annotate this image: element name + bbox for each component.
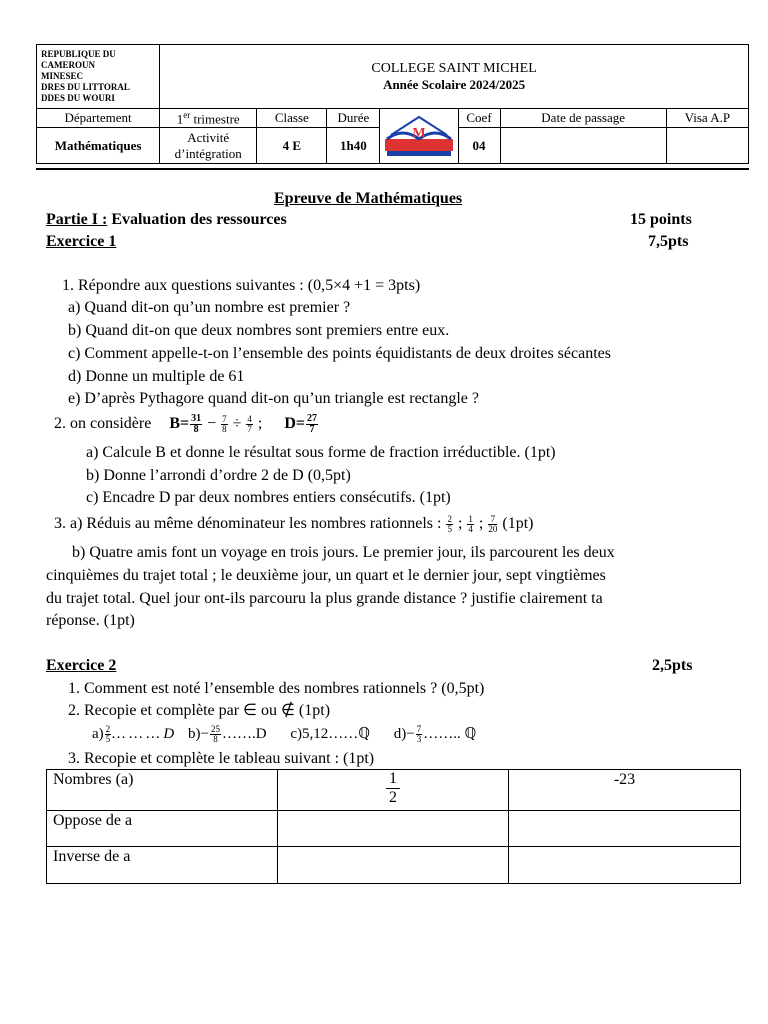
q1-c: c) Comment appelle-t-on l’ensemble des points équidistants de deux droites sécantes — [68, 345, 611, 362]
ex2-heading: Exercice 2 — [46, 657, 117, 674]
ex1-heading: Exercice 1 — [46, 233, 117, 250]
svg-text:M: M — [412, 126, 426, 141]
q3-b-line3: du trajet total. Quel jour ont-ils parcouru la plus grande distance ? justifie clairement ta — [46, 590, 603, 607]
school-block — [160, 45, 749, 109]
divider — [36, 168, 749, 170]
q3-b-line4: réponse. (1pt) — [46, 612, 135, 629]
q1-a: a) Quand dit-on qu’un nombre est premier ? — [68, 299, 351, 316]
school-logo — [380, 109, 458, 164]
ex2-q3: 3. Recopie et complète le tableau suivant : (1pt) — [68, 750, 375, 767]
q3-a: 3. a) Réduis au même dénominateur les nombres rationnels : $\frac{2}{5}$ ; $\frac{1}{4}$ ; $\frac{7}{20}$ (1pt) — [54, 513, 534, 534]
exam-title: Epreuve de Mathématiques — [274, 190, 463, 207]
ex2-points: 2,5pts — [652, 657, 693, 674]
q3-b-line2: cinquièmes du trajet total ; le deuxième jour, un quart et le dernier jour, sept vingtièmes — [46, 567, 606, 584]
ex2-q1: 1. Comment est noté l’ensemble des nombres rationnels ? (0,5pt) — [68, 680, 485, 697]
table-row: Inverse de a — [47, 847, 741, 884]
q2-b: b) Donne l’arrondi d’ordre 2 de D (0,5pt) — [86, 467, 351, 484]
ex2-items: a) $\frac{2}{5}$ … … … D b)− $\frac{25}{8}$ …….D c)5,12……ℚ d)− $\frac{7}{3}$ …….. ℚ — [92, 724, 477, 745]
header-table — [36, 44, 749, 164]
q1-b: b) Quand dit-on que deux nombres sont premiers entre eux. — [68, 322, 450, 339]
q2-intro: 2. on considère B= $\frac{31}{8}$ − $\frac{7}{8}$ ÷ $\frac{4}{7}$ ; D= $\frac{27}{7}$ — [54, 413, 318, 435]
q1-d: d) Donne un multiple de 61 — [68, 368, 245, 385]
table-row: Oppose de a — [47, 811, 741, 847]
q1-e: e) D’après Pythagore quand dit-on qu’un triangle est rectangle ? — [68, 390, 479, 407]
table-row: Nombres (a) $\frac{1}{2}$ -23 — [47, 770, 741, 811]
header-columns: Département 1er trimestre Classe Durée M Coef Date de passage Visa A.P — [37, 109, 749, 128]
partie1-heading: Partie I : Evaluation des ressources — [46, 211, 287, 228]
school-year: Année Scolaire 2024/2025 — [383, 76, 526, 92]
numbers-table — [46, 769, 741, 884]
partie1-points: 15 points — [630, 211, 692, 228]
ex2-q2: 2. Recopie et complète par ∈ ou ∉ (1pt) — [68, 702, 331, 719]
republic-block: REPUBLIQUE DU CAMEROUN MINESEC DRES DU LITTORAL DDES DU WOURI — [37, 45, 160, 109]
q2-a: a) Calcule B et donne le résultat sous forme de fraction irréductible. (1pt) — [86, 444, 556, 461]
q1-intro: 1. Répondre aux questions suivantes : (0,5×4 +1 = 3pts) — [62, 277, 421, 294]
header-values: Mathématiques Activité d’intégration 4 E 1h40 04 — [37, 128, 749, 164]
trimester-cell: 1er trimestre — [160, 109, 257, 128]
school-name: COLLEGE SAINT MICHEL — [371, 60, 537, 76]
q2-c: c) Encadre D par deux nombres entiers consécutifs. (1pt) — [86, 489, 451, 506]
q3-b-line1: b) Quatre amis font un voyage en trois jours. Le premier jour, ils parcourent les deux — [72, 544, 615, 561]
ex1-points: 7,5pts — [648, 233, 689, 250]
